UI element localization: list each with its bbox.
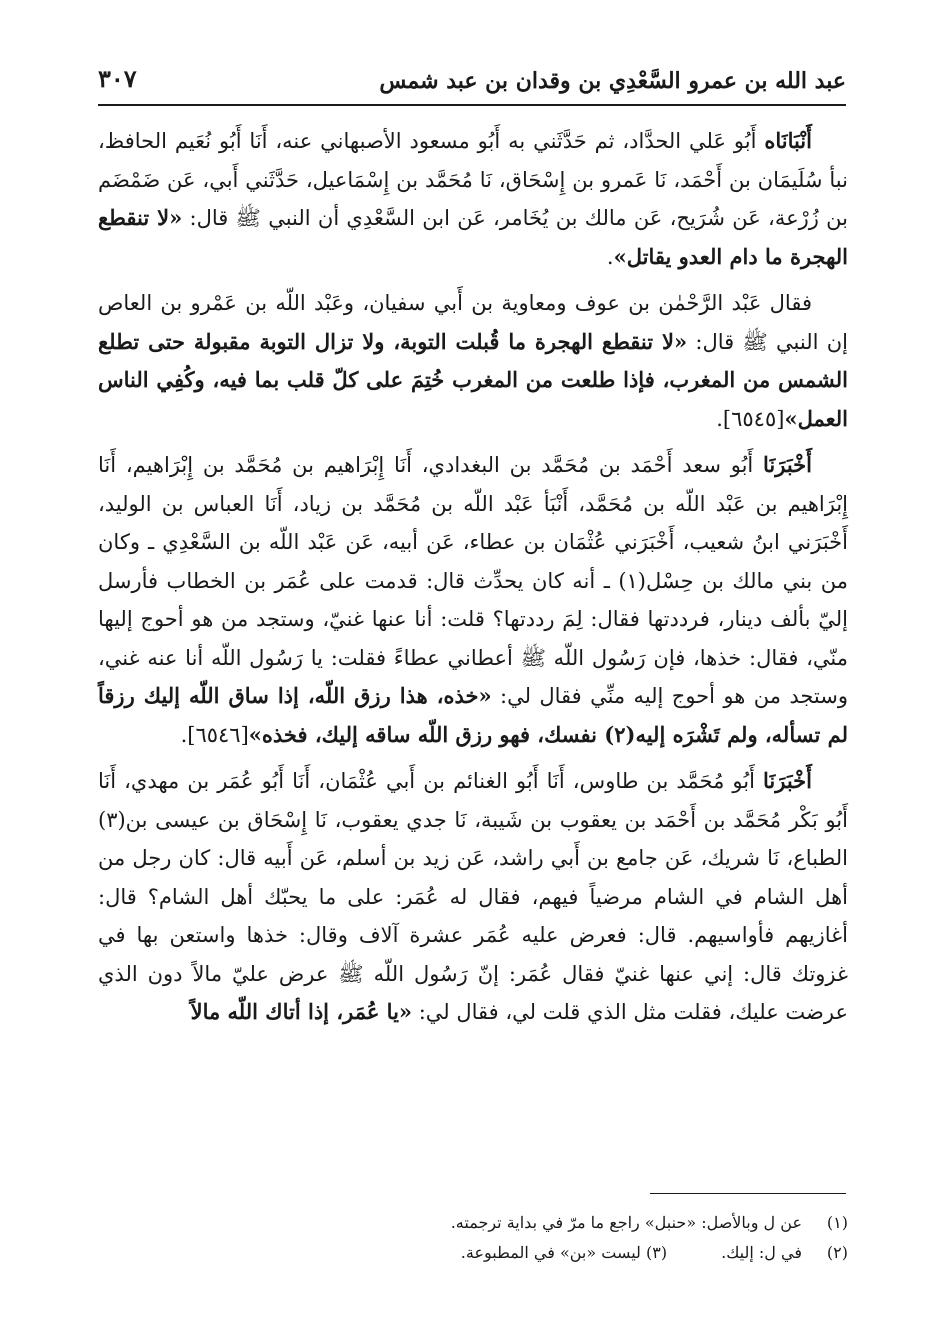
- paragraph-2: [98, 284, 848, 438]
- footnote-text: عن ل وبالأصل: «حنبل» راجع ما مرّ في بداية ترجمته.: [450, 1213, 802, 1232]
- paragraph-tail: .: [606, 244, 614, 269]
- footnote-1: [98, 1208, 848, 1238]
- paragraph-3: [98, 446, 848, 754]
- paragraph-lead: أَخْبَرَنَا: [763, 452, 812, 477]
- hadith-quote: «لا تنقطع الهجرة ما دام العدو يقاتل»: [98, 205, 848, 269]
- footnote-text: ليست «بن» في المطبوعة.: [460, 1243, 641, 1262]
- running-title: عبد الله بن عمرو السَّعْدِي بن وقدان بن عبد شمس: [379, 68, 846, 94]
- paragraph-text: أَبُو سعد أَحْمَد بن مُحَمَّد بن البغدادي، أَنَا إِبْرَاهيم بن مُحَمَّد بن إِبْرَاهيم، أَنَا إِبْرَاهيم بن عَبْد اللّه بن مُحَمَّد، أَنْبَأ عَبْد اللّه بن مُحَمَّد بن زياد، أَنَا العباس بن الوليد، أَخْبَرَني ابنُ شعيب، أَخْبَرَني عُثْمَان بن عطاء، عَن أبيه، عَن عَبْد اللّه بن السَّعْدِي ـ وكان من بني مالك بن حِسْل(١) ـ أنه كان يحدِّث قال: قدمت على عُمَر بن الخطاب فأرسل إليّ بألف دينار، فرددتها فقال: لِمَ رددتها؟ قلت: أنا عنها غنيّ، وستجد من هو أحوج إليها منّي، فقال: خذها، فإن رَسُول اللّه ﷺ أعطاني عطاءً فقلت: يا رَسُول اللّه أنا عنه غني، وستجد من هو أحوج إليه منِّي فقال لي:: [98, 453, 848, 708]
- footnotes: [98, 1208, 848, 1268]
- running-header: [98, 62, 846, 102]
- hadith-quote: «يا عُمَر، إذا أتاك اللّه مالاً: [190, 999, 413, 1024]
- paragraph-tail: [٦٥٤٦].: [180, 722, 249, 747]
- footnote-rule: [650, 1193, 846, 1194]
- hadith-quote: «لا تنقطع الهجرة ما قُبلت التوبة، ولا تزال التوبة مقبولة حتى تطلع الشمس من المغرب، فإذا طلعت من المغرب خُتِمَ على كلّ قلب بما فيه، وكُفِي الناس العمل»: [98, 328, 848, 431]
- header-rule: [98, 104, 846, 106]
- footnote-text: في ل: إليك.: [721, 1243, 802, 1262]
- page-number: ٣٠٧: [98, 64, 137, 93]
- paragraph-text: أَبُو عَلي الحدَّاد، ثم حَدَّثَني به أَبُو مسعود الأصبهاني عنه، أَنَا أَبُو نُعَيم الحافظ، نبأ سُلَيمَان بن أَحْمَد، نَا عَمرو بن إِسْحَاق، نَا مُحَمَّد بن إِسْمَاعيل، حَدَّثَني أَبي، عَن ضَمْضَم بن زُرْعة، عَن شُرَيح، عَن مالك بن يُخَامر، عَن ابن السَّعْدِي أن النبي ﷺ قال:: [98, 129, 849, 230]
- paragraph-4: [98, 762, 848, 1032]
- footnote-number: (١): [826, 1213, 848, 1232]
- paragraph-lead: أَنْبَانَاه: [764, 128, 812, 153]
- paragraph-tail: [٦٥٤٥].: [716, 406, 785, 431]
- paragraph-lead: أَخْبَرَنَا: [763, 768, 812, 793]
- footnote-number: (٢): [826, 1243, 848, 1262]
- footnote-number: (٣): [646, 1243, 668, 1262]
- paragraph-text: فقال عَبْد الرَّحْمٰن بن عوف ومعاوية بن أَبي سفيان، وعَبْد اللّه بن عَمْرو بن العاص إن النبي ﷺ قال:: [98, 291, 848, 354]
- body-text: [98, 122, 848, 1040]
- paragraph-1: [98, 122, 848, 276]
- footnote-2-3: [98, 1238, 848, 1268]
- paragraph-text: أَبُو مُحَمَّد بن طاوس، أَنَا أَبُو الغنائم بن أَبي عُثْمَان، أَنَا أَبُو عُمَر بن مهدي، أَنَا أَبُو بَكْر مُحَمَّد بن أَحْمَد بن يعقوب بن شَيبة، نَا جدي يعقوب، نَا إِسْحَاق بن عيسى بن(٣) الطباع، نَا شريك، عَن جامع بن أَبي راشد، عَن زيد بن أسلم، عَن أَبيه قال: كان رجل من أهل الشام في الشام مرضياً فيهم، فقال له عُمَر: على ما يحبّك أهل الشام؟ قال: أغازيهم فأواسيهم. قال: فعرض عليه عُمَر عشرة آلاف وقال: خذها واستعن بها في غزوتك قال: إني عنها غنيّ فقال عُمَر: إنّ رَسُول اللّه ﷺ عرض عليّ مالاً دون الذي عرضت عليك، فقلت مثل الذي قلت لي، فقال لي:: [98, 769, 848, 1024]
- hadith-quote: «خذه، هذا رزق اللّه، إذا ساق اللّه إليك رزقاً لم تسأله، ولم تَشْرَه إليه(٢) نفسك، فهو رزق اللّه ساقه إليك، فخذه»: [98, 683, 848, 747]
